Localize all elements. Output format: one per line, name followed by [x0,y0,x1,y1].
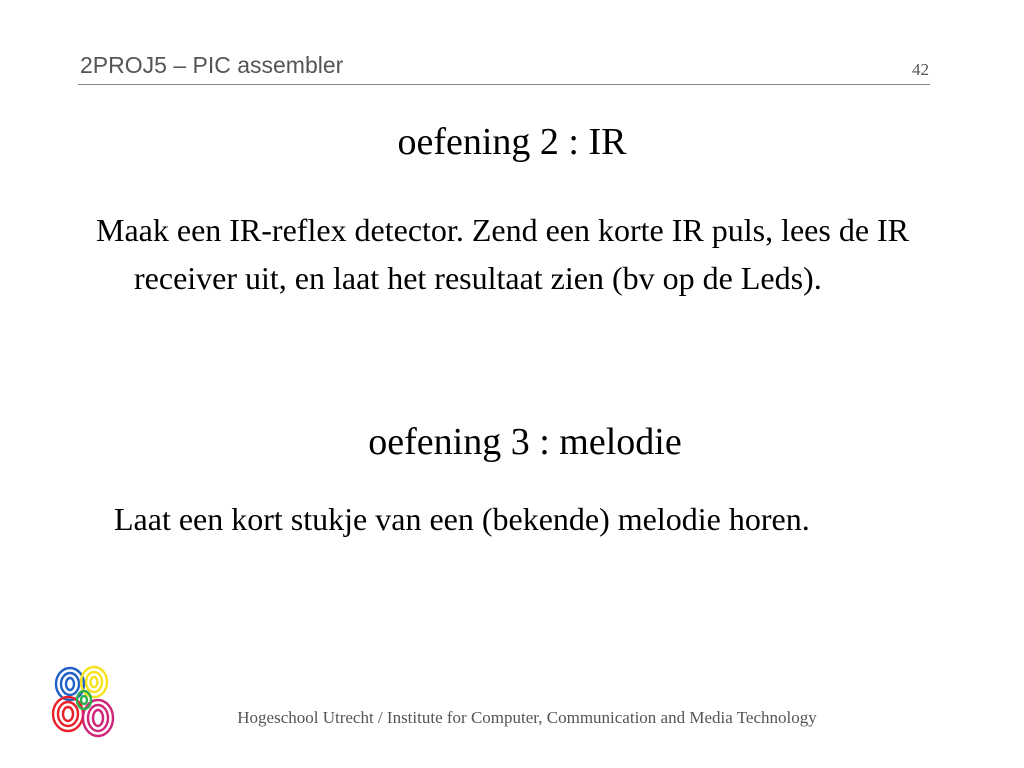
page-number: 42 [912,60,929,79]
exercise-3-text: Laat een kort stukje van een (bekende) melodie horen. [114,501,810,537]
exercise-2-text: Maak een IR-reflex detector. Zend een korte IR puls, lees de IR receiver uit, en laat het resultaat zien (bv op de Leds). [96,212,910,296]
footer-institution: Hogeschool Utrecht / Institute for Computer, Communication and Media Technology [237,708,817,727]
header-title: 2PROJ5 – PIC assembler [80,52,344,78]
exercise-2-heading: oefening 2 : IR [397,121,627,163]
hu-fingerprint-logo-icon [48,662,120,744]
exercise-3-heading: oefening 3 : melodie [368,421,682,463]
header-divider [78,84,930,85]
